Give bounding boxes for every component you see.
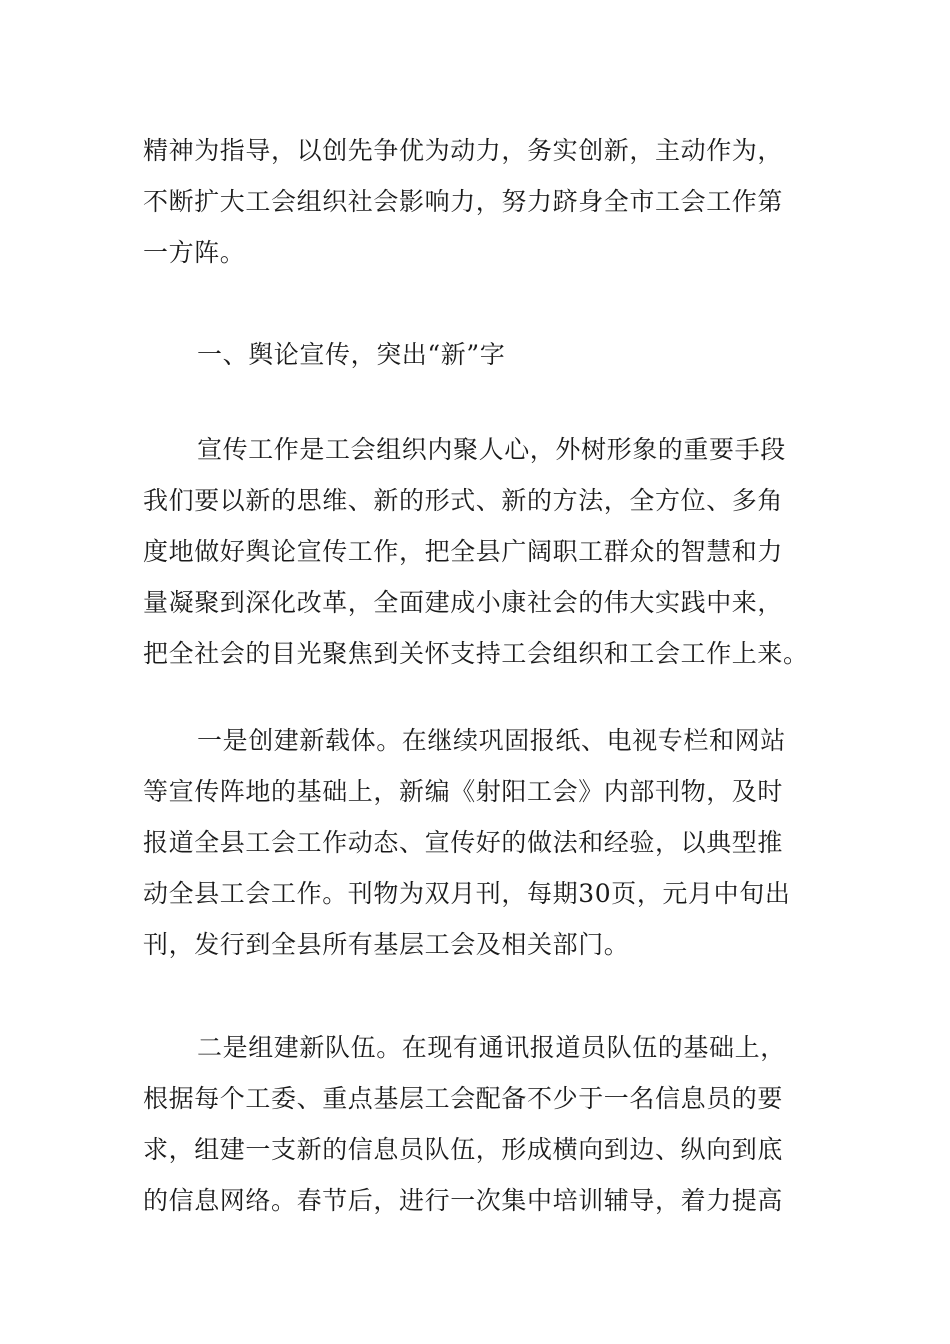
text-line: 的信息网络。春节后，进行一次集中培训辅导，着力提高 [143, 1186, 784, 1215]
section-heading [143, 329, 813, 380]
text-line: 动全县工会工作。刊物为双月刊，每期30页，元月中旬出 [143, 879, 791, 908]
text-line: 等宣传阵地的基础上，新编《射阳工会》内部刊物，及时 [143, 777, 784, 806]
intro-paragraph [143, 125, 813, 278]
text-line: 度地做好舆论宣传工作，把全县广阔职工群众的智慧和力 [143, 537, 784, 566]
text-line: 宣传工作是工会组织内聚人心，外树形象的重要手段 [197, 435, 786, 464]
text-line: 量凝聚到深化改革，全面建成小康社会的伟大实践中来， [143, 588, 784, 617]
text-line: 把全社会的目光聚焦到关怀支持工会组织和工会工作上来。 [143, 639, 809, 668]
text-line: 刊，发行到全县所有基层工会及相关部门。 [143, 930, 630, 959]
text-line: 求，组建一支新的信息员队伍，形成横向到边、纵向到底 [143, 1135, 784, 1164]
text-line: 一是创建新载体。在继续巩固报纸、电视专栏和网站 [197, 726, 786, 755]
text-line: 我们要以新的思维、新的形式、新的方法，全方位、多角 [143, 486, 784, 515]
body-paragraph [143, 1022, 813, 1226]
text-line: 精神为指导，以创先争优为动力，务实创新，主动作为， [143, 136, 784, 165]
text-line: 二是组建新队伍。在现有通讯报道员队伍的基础上， [197, 1033, 786, 1062]
body-paragraph [143, 715, 813, 970]
text-line: 根据每个工委、重点基层工会配备不少于一名信息员的要 [143, 1084, 784, 1113]
text-line: 不断扩大工会组织社会影响力，努力跻身全市工会工作第 [143, 187, 784, 216]
text-line: 报道全县工会工作动态、宣传好的做法和经验，以典型推 [143, 828, 784, 857]
heading-text: 一、舆论宣传，突出“新”字 [197, 340, 506, 369]
body-paragraph [143, 424, 813, 679]
text-line: 一方阵。 [143, 238, 246, 267]
